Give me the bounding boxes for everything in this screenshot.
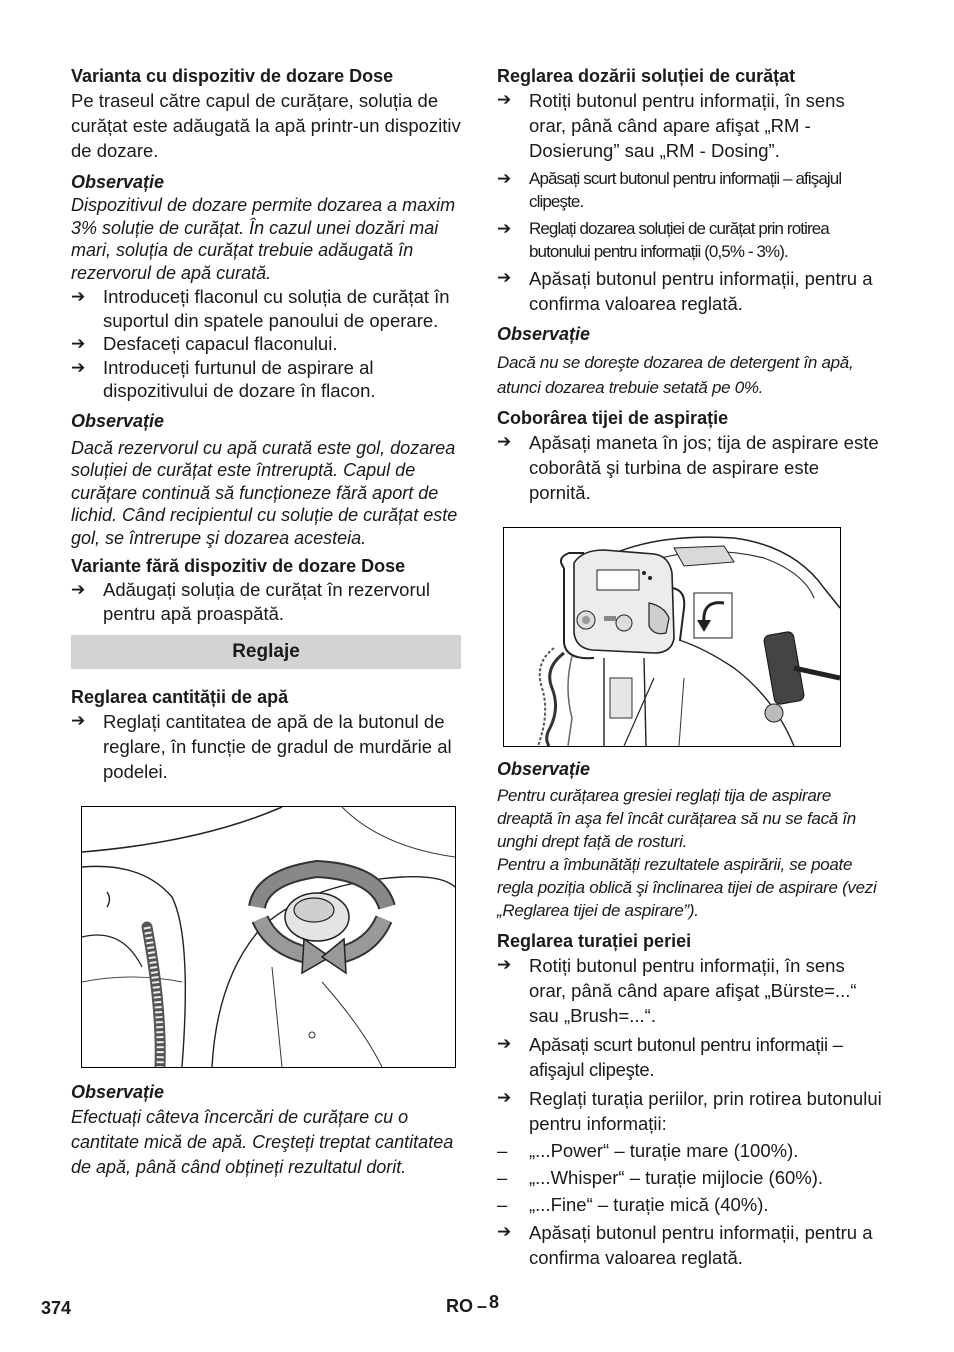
section-title: Coborârea tijei de aspirație bbox=[497, 408, 729, 428]
list-item: ➔ Apăsați maneta în jos; tija de aspirare este coborâtă şi turbina de aspirare este pornită. bbox=[497, 432, 879, 503]
section-band-title: Reglaje bbox=[232, 641, 300, 662]
arrow-right-icon: ➔ bbox=[71, 357, 86, 377]
section-title: Reglarea cantității de apă bbox=[71, 687, 289, 707]
arrow-right-icon: ➔ bbox=[497, 432, 512, 451]
list-item: ➔ Apăsați butonul pentru informații, pentru a confirma valoarea reglată. bbox=[497, 268, 873, 314]
suction-lever-illustration bbox=[504, 528, 840, 746]
note-title: Observație bbox=[71, 1082, 165, 1102]
list-item: ➔ Rotiți butonul pentru informații, în sens orar, până când apare afişat „RM - Dosierung” sau „RM - Dosing”. bbox=[497, 90, 845, 161]
list-item: ➔ Reglați turația periilor, prin rotirea butonului pentru informații: bbox=[497, 1088, 882, 1134]
note-text: Dacă nu se doreşte dozarea de detergent în apă, atunci dozarea trebuie setată pe 0%. bbox=[497, 353, 854, 397]
footer-separator: – bbox=[477, 1296, 488, 1316]
arrow-right-icon: ➔ bbox=[497, 1088, 512, 1107]
list-item: – „...Fine“ – turație mică (40%). bbox=[497, 1194, 769, 1215]
section-title: Reglarea dozării soluției de curățat bbox=[497, 66, 796, 86]
right-column bbox=[497, 64, 883, 1270]
dash-icon: – bbox=[497, 1194, 508, 1215]
list-item: – „...Whisper“ – turație mijlocie (60%). bbox=[497, 1167, 824, 1188]
arrow-right-icon: ➔ bbox=[497, 268, 512, 287]
note-title: Observație bbox=[71, 172, 165, 192]
note-text: Dispozitivul de dozare permite dozarea a maxim 3% soluție de curățat. În cazul unei dozări mai mari, soluția de curățat trebuie adăugată în rezervorul de apă curată. bbox=[71, 195, 456, 283]
section-band bbox=[71, 635, 461, 669]
list-item: ➔ Apăsați butonul pentru informații, pentru a confirma valoarea reglată. bbox=[497, 1222, 873, 1268]
arrow-right-icon: ➔ bbox=[71, 711, 86, 730]
arrow-right-icon: ➔ bbox=[71, 287, 86, 306]
water-knob-figure bbox=[81, 806, 456, 1068]
suction-lever-figure bbox=[503, 527, 841, 747]
section-title: Reglarea turației periei bbox=[497, 931, 692, 951]
dash-icon: – bbox=[497, 1167, 508, 1188]
arrow-right-icon: ➔ bbox=[497, 955, 512, 974]
page-footer-label bbox=[446, 1292, 500, 1317]
list-item: ➔ Introduceți furtunul de aspirare al dispozitivului de dozare în flacon. bbox=[71, 356, 376, 401]
list-item: ➔ Adăugați soluția de curățat în rezervorul pentru apă proaspătă. bbox=[71, 579, 431, 624]
dash-icon: – bbox=[497, 1140, 508, 1161]
note-text: Pentru curățarea gresiei reglați tija de aspirare dreaptă în aşa fel încât curățarea să nu se facă în unghi drept față de rosturi. bbox=[497, 786, 856, 851]
arrow-right-icon: ➔ bbox=[497, 90, 512, 109]
note-title: Observație bbox=[497, 759, 591, 779]
arrow-right-icon: ➔ bbox=[497, 1222, 512, 1241]
list-item: ➔ Apăsați scurt butonul pentru informații – afişajul clipeşte. bbox=[497, 169, 842, 211]
section-title: Variante fără dispozitiv de dozare Dose bbox=[71, 556, 406, 576]
arrow-right-icon: ➔ bbox=[497, 219, 512, 238]
list-item: ➔ Introduceți flaconul cu soluția de curățat în suportul din spatele panoului de operare. bbox=[71, 286, 450, 331]
arrow-right-icon: ➔ bbox=[497, 1034, 512, 1053]
note-title: Observație bbox=[71, 410, 165, 431]
section-title: Varianta cu dispozitiv de dozare Dose bbox=[71, 66, 394, 86]
arrow-right-icon: ➔ bbox=[71, 580, 86, 599]
note-title: Observație bbox=[497, 324, 591, 344]
paragraph: Pe traseul către capul de curățare, soluția de curățat este adăugată la apă printr-un dispozitiv de dozare. bbox=[71, 90, 461, 161]
list-item: ➔ Apăsați scurt butonul pentru informații – afişajul clipeşte. bbox=[497, 1034, 843, 1080]
list-item: – „...Power“ – turație mare (100%). bbox=[497, 1140, 799, 1161]
list-item: ➔ Reglați cantitatea de apă de la butonul de reglare, în funcție de gradul de murdărie al podelei. bbox=[71, 711, 452, 782]
water-adjust-knob-illustration bbox=[82, 807, 455, 1067]
note-text: Dacă rezervorul cu apă curată este gol, dozarea soluției de curățat este întreruptă. Capul de curățare continuă să funcționeze fără aport de lichid. Când recipientul cu soluție de curățat este gol, se întrerupe şi dozarea acesteia. bbox=[71, 437, 458, 548]
left-column bbox=[71, 64, 461, 1180]
list-item: ➔ Reglați dozarea soluției de curățat prin rotirea butonului pentru informații (0,5% - 3%). bbox=[497, 219, 829, 261]
list-item: ➔ Rotiți butonul pentru informații, în sens orar, până când apare afişat „Bürste=...“ sau „Brush=...“. bbox=[497, 955, 857, 1026]
list-item: ➔ Desfaceți capacul flaconului. bbox=[71, 333, 338, 354]
page-number: 374 bbox=[41, 1298, 72, 1318]
section-page-number: 8 bbox=[489, 1292, 500, 1312]
note-text: Efectuați câteva încercări de curățare cu o cantitate mică de apă. Creşteți treptat cantitatea de apă, până când obțineți rezultatul dorit. bbox=[71, 1107, 454, 1177]
arrow-right-icon: ➔ bbox=[71, 334, 86, 353]
language-code: RO bbox=[446, 1296, 473, 1316]
arrow-right-icon: ➔ bbox=[497, 169, 512, 188]
note-text: Pentru a îmbunătăți rezultatele aspirării, se poate regla poziția oblică şi înclinarea tijei de aspirare (vezi „Reglarea tijei de aspirare”). bbox=[497, 855, 877, 920]
